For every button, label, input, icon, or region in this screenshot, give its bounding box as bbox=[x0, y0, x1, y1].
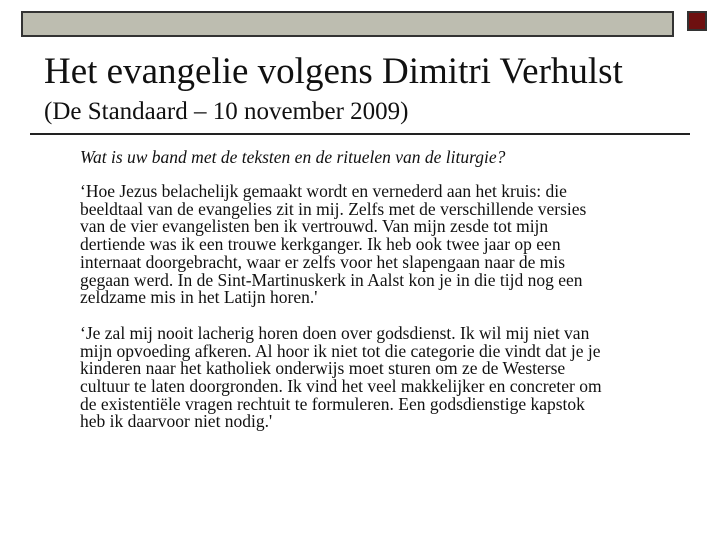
title-divider bbox=[30, 133, 690, 135]
decorative-top-bar bbox=[21, 11, 674, 37]
slide-subtitle: (De Standaard – 10 november 2009) bbox=[44, 98, 409, 125]
answer-line: de existentiële vragen rechtuit te formuleren. Een godsdienstige kapstok bbox=[80, 393, 585, 414]
answer-paragraph-2 bbox=[80, 322, 680, 432]
slide-body bbox=[80, 147, 680, 431]
answer-line: ‘Je zal mij nooit lacherig horen doen over godsdienst. Ik wil mij niet van bbox=[80, 322, 590, 343]
answer-line: mijn opvoeding afkeren. Al hoor ik niet tot die categorie die vindt dat je je bbox=[80, 340, 601, 361]
answer-line: beeldtaal van de evangelies zit in mij. Zelfs met de verschillende versies bbox=[80, 198, 587, 219]
answer-line: internaat doorgebracht, waar er zelfs voor het slapengaan naar de mis bbox=[80, 251, 566, 272]
answer-line: heb ik daarvoor niet nodig.' bbox=[80, 411, 273, 432]
decorative-corner-square bbox=[687, 11, 707, 31]
answer-line: zeldzame mis in het Latijn horen.' bbox=[80, 287, 318, 308]
answer-line: gegaan werd. In de Sint-Martinuskerk in Aalst kon je in die tijd nog een bbox=[80, 269, 583, 290]
answer-line: van de vier evangelisten ben ik vertrouwd. Van mijn zesde tot mijn bbox=[80, 216, 549, 237]
answer-line: kinderen naar het katholiek onderwijs moet sturen om ze de Westerse bbox=[80, 358, 566, 379]
answer-line: cultuur te laten doorgronden. Ik vind het veel makkelijker en concreter om bbox=[80, 376, 602, 397]
answer-paragraph-1 bbox=[80, 183, 680, 307]
answer-line: dertiende was ik een trouwe kerkganger. Ik heb ook twee jaar op een bbox=[80, 234, 561, 255]
answer-line: ‘Hoe Jezus belachelijk gemaakt wordt en vernederd aan het kruis: die bbox=[80, 181, 567, 201]
slide-title: Het evangelie volgens Dimitri Verhulst bbox=[44, 51, 623, 92]
interview-question: Wat is uw band met de teksten en de rituelen van de liturgie? bbox=[80, 147, 506, 167]
